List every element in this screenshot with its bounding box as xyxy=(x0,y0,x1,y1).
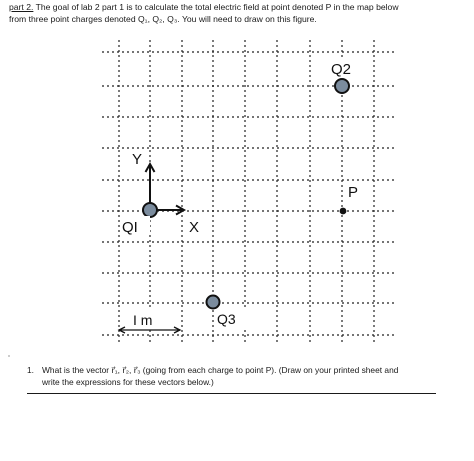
charge-q2 xyxy=(335,79,349,93)
label-scale: I m xyxy=(133,312,153,328)
question-line-1: What is the vector r⃗₁, r⃗₂, r⃗₃ (going from each charge to point P). (Draw on your printed sheet and xyxy=(42,365,399,375)
question-line-2: write the expressions for these vectors below.) xyxy=(42,377,214,387)
question-number: 1. xyxy=(27,365,34,375)
question-text xyxy=(42,364,442,388)
label-p: P xyxy=(348,184,359,201)
label-y-axis: Y xyxy=(132,151,143,168)
charge-q3 xyxy=(207,296,220,309)
answer-line xyxy=(27,393,436,394)
label-q3: Q3 xyxy=(217,311,236,327)
label-x-axis: X xyxy=(189,219,200,236)
charge-q1 xyxy=(143,203,157,217)
point-p xyxy=(340,208,347,215)
intro-line-1-text: The goal of lab 2 part 1 is to calculate the total electric field at point denoted P in the map below xyxy=(33,2,399,12)
intro-line-2: from three point charges denoted Q₁, Q₂, Q₃. You will need to draw on this figure. xyxy=(9,14,317,25)
part-label: part 2. xyxy=(9,2,34,12)
bullet-dot xyxy=(8,355,10,357)
label-q2: Q2 xyxy=(331,61,352,78)
label-q1: QI xyxy=(122,219,138,236)
